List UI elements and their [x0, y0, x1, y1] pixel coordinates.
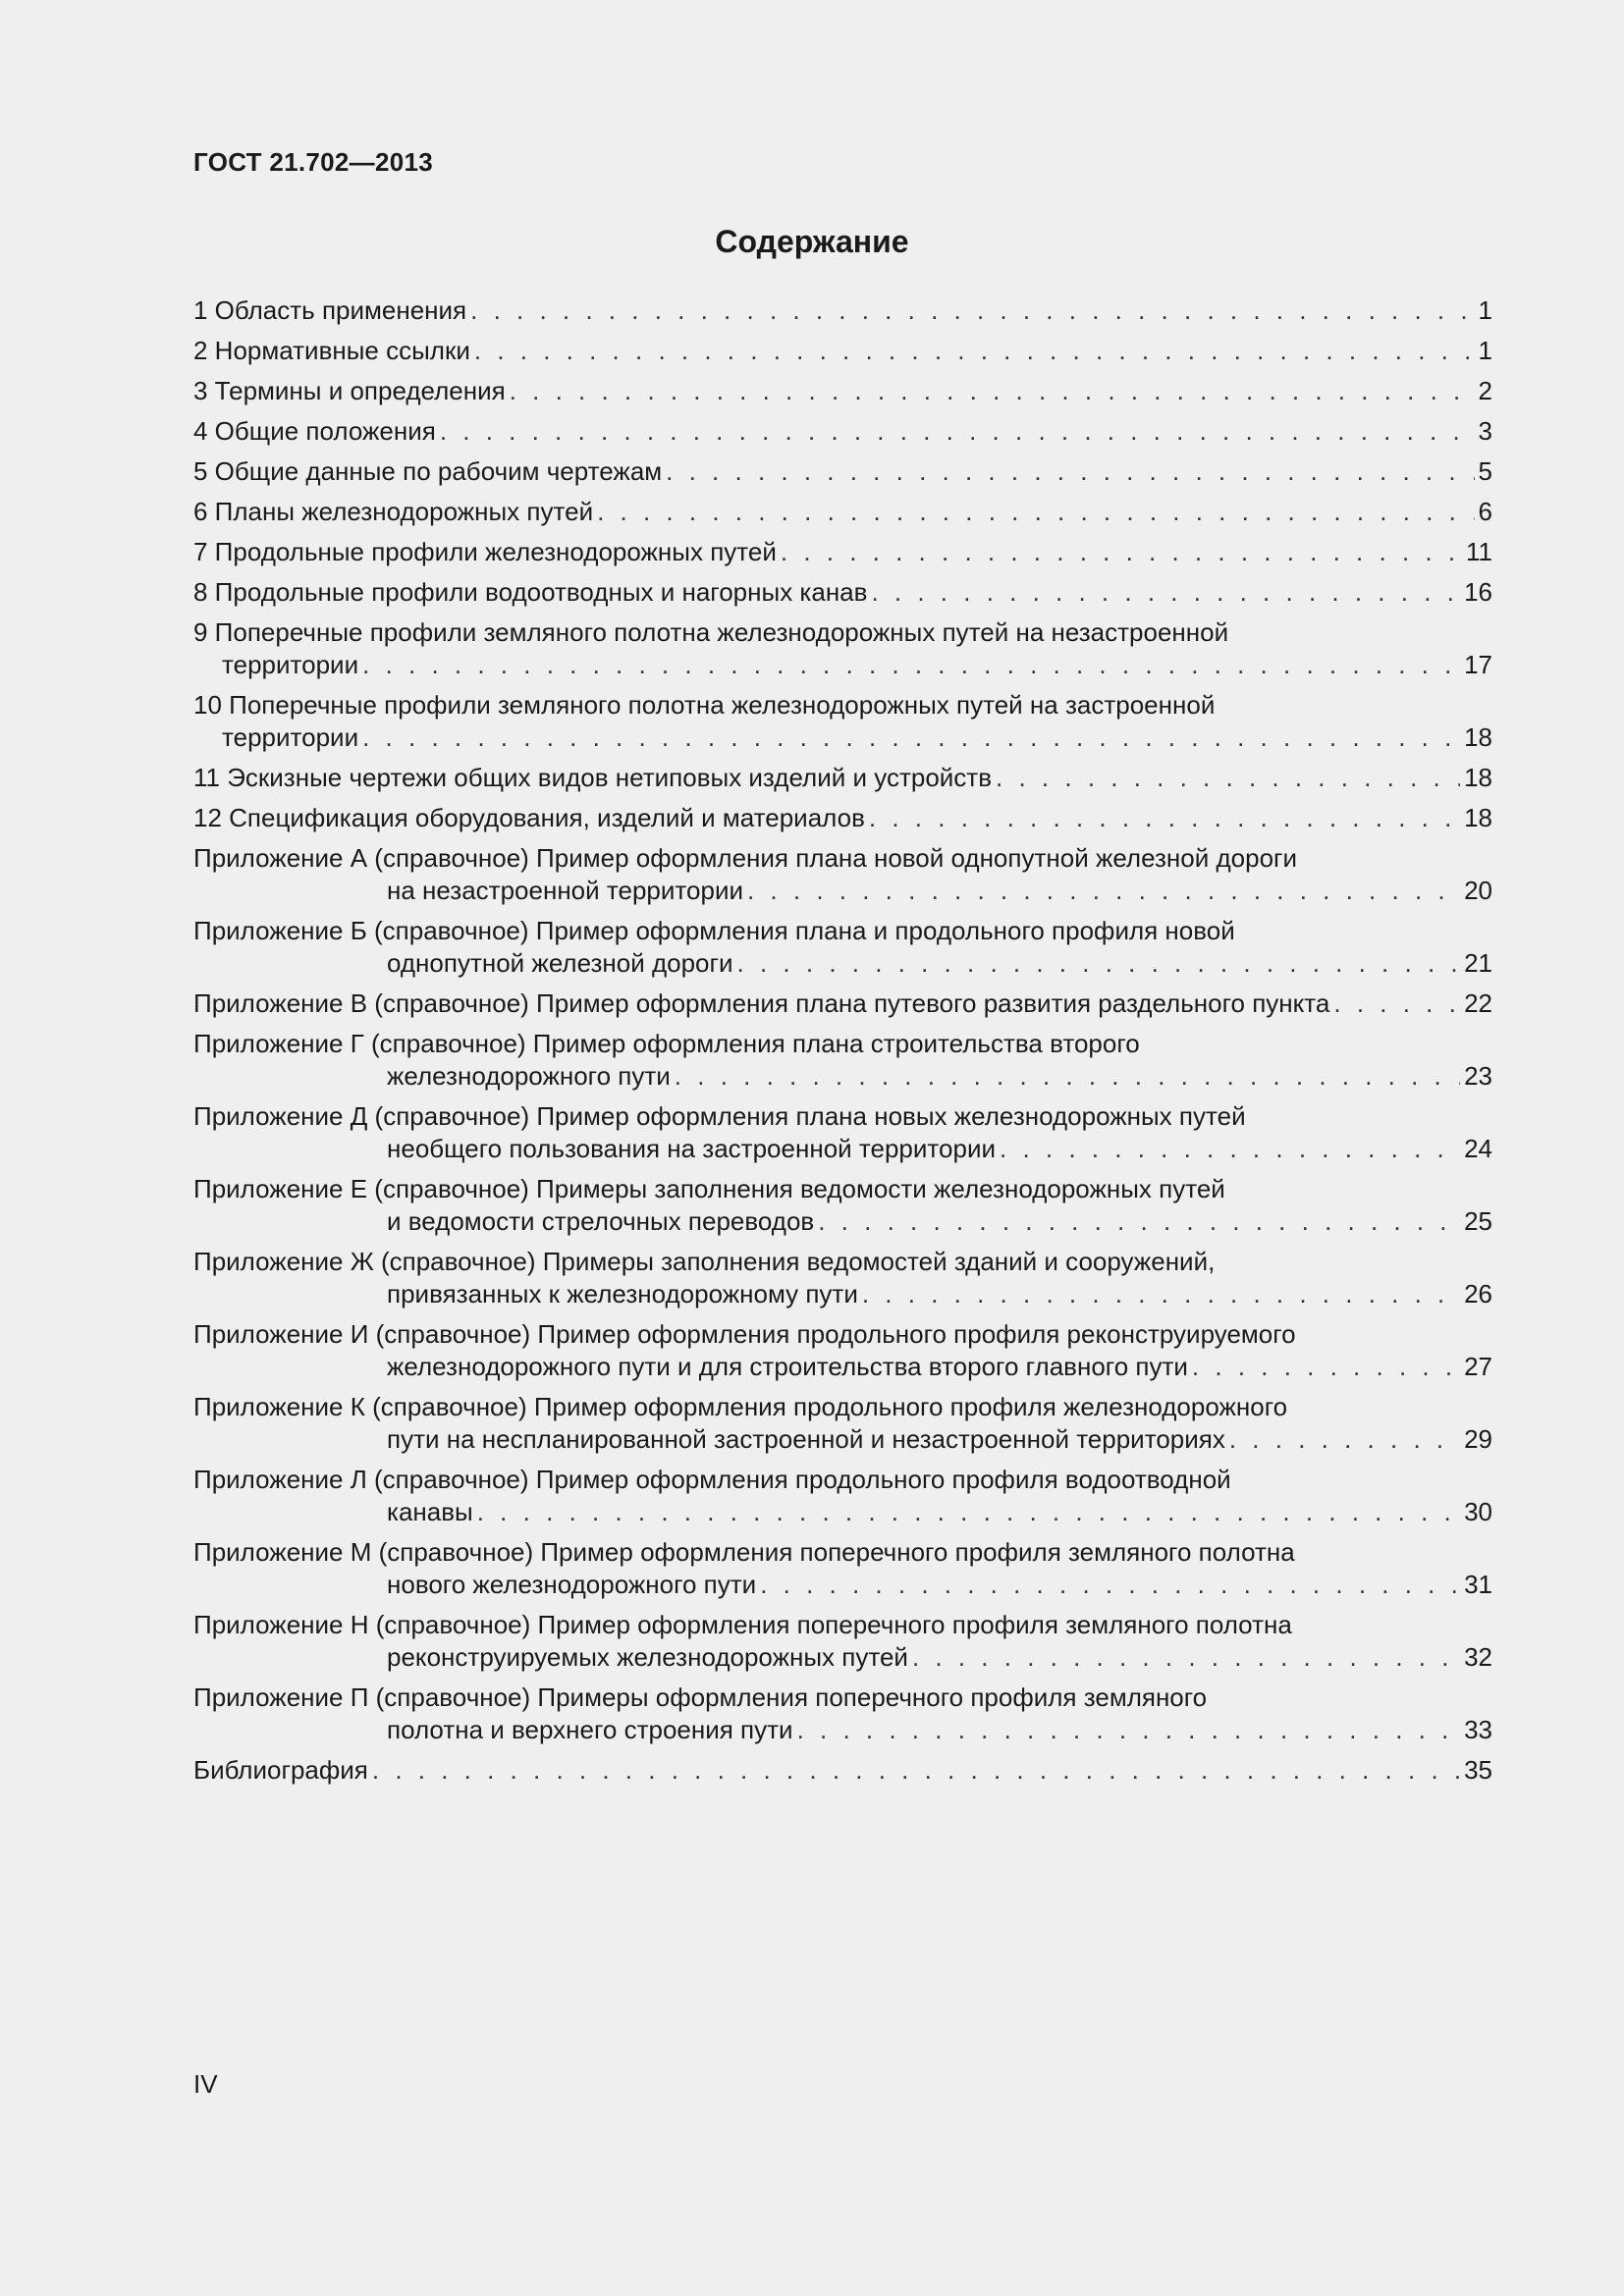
toc-page-number: 20 [1464, 876, 1492, 905]
toc-entry-text: Приложение Г (справочное) Пример оформления плана строительства второго [193, 1029, 1140, 1058]
page-title: Содержание [715, 224, 909, 259]
toc-entry-continuation: привязанных к железнодорожному пути [387, 1279, 858, 1308]
toc-page-number: 23 [1464, 1061, 1492, 1091]
toc-entry-continuation: пути на неспланированной застроенной и незастроенной территориях [387, 1424, 1225, 1454]
toc-entry-text: Приложение К (справочное) Пример оформления продольного профиля железнодорожного [193, 1392, 1288, 1421]
toc-page-number: 18 [1464, 722, 1492, 752]
toc-entry-continuation: территории [222, 650, 359, 679]
toc-page-number: 18 [1464, 803, 1492, 832]
toc-page-number: 29 [1464, 1424, 1492, 1454]
toc-page-number: 21 [1464, 948, 1492, 978]
toc-entry-4[interactable] [193, 415, 1492, 448]
toc-page-number: 2 [1478, 376, 1492, 405]
toc-entry-text: Приложение Л (справочное) Пример оформления продольного профиля водоотводной [193, 1465, 1231, 1494]
toc-appendix-zh[interactable] [193, 1246, 1492, 1310]
toc-entry-text: Приложение П (справочное) Примеры оформления поперечного профиля земляного [193, 1682, 1208, 1712]
toc-entry-12[interactable] [193, 802, 1492, 834]
toc-page-number: 3 [1478, 416, 1492, 446]
toc-page-number: 17 [1464, 650, 1492, 679]
table-of-contents [193, 294, 1492, 1794]
toc-appendix-e[interactable] [193, 1173, 1492, 1238]
toc-entry-continuation: необщего пользования на застроенной территории [387, 1134, 997, 1163]
toc-entry-continuation: на незастроенной территории [387, 876, 743, 905]
toc-entry-text: 2 Нормативные ссылки [193, 336, 470, 365]
toc-entry-continuation: железнодорожного пути и для строительства второго главного пути [387, 1352, 1188, 1381]
toc-entry-text: Приложение И (справочное) Пример оформления продольного профиля реконструируемого [193, 1319, 1296, 1349]
toc-entry-6[interactable] [193, 496, 1492, 528]
toc-bibliography[interactable] [193, 1754, 1492, 1787]
toc-appendix-m[interactable] [193, 1536, 1492, 1601]
toc-entry-10[interactable] [193, 689, 1492, 754]
toc-entry-text: 9 Поперечные профили земляного полотна железнодорожных путей на незастроенной [193, 617, 1229, 647]
toc-entry-text: 7 Продольные профили железнодорожных путей [193, 537, 777, 566]
toc-entry-continuation: территории [222, 722, 359, 752]
toc-entry-continuation: железнодорожного пути [387, 1061, 671, 1091]
toc-page-number: 35 [1464, 1755, 1492, 1785]
toc-entry-text: Приложение Б (справочное) Пример оформления плана и продольного профиля новой [193, 916, 1235, 945]
toc-page-number: 32 [1464, 1642, 1492, 1672]
toc-entry-3[interactable] [193, 375, 1492, 407]
toc-appendix-b[interactable] [193, 915, 1492, 980]
toc-entry-text: Библиография [193, 1755, 368, 1785]
toc-entry-text: Приложение Д (справочное) Пример оформления плана новых железнодорожных путей [193, 1101, 1246, 1131]
toc-entry-continuation: канавы [387, 1497, 473, 1526]
toc-entry-text: 8 Продольные профили водоотводных и нагорных канав [193, 577, 868, 607]
toc-entry-5[interactable] [193, 455, 1492, 488]
toc-page-number: 5 [1478, 456, 1492, 486]
toc-entry-11[interactable] [193, 762, 1492, 794]
toc-page-number: 1 [1478, 295, 1492, 325]
toc-page-number: 33 [1464, 1715, 1492, 1744]
toc-appendix-p[interactable] [193, 1682, 1492, 1746]
toc-appendix-l[interactable] [193, 1464, 1492, 1528]
toc-entry-1[interactable] [193, 294, 1492, 327]
toc-entry-text: Приложение А (справочное) Пример оформления плана новой однопутной железной дороги [193, 843, 1298, 873]
toc-entry-continuation: и ведомости стрелочных переводов [387, 1206, 815, 1236]
toc-appendix-v[interactable] [193, 988, 1492, 1020]
toc-appendix-i[interactable] [193, 1318, 1492, 1383]
toc-entry-7[interactable] [193, 536, 1492, 568]
toc-page-number: 24 [1464, 1134, 1492, 1163]
toc-appendix-n[interactable] [193, 1609, 1492, 1674]
toc-page-number: 31 [1464, 1570, 1492, 1599]
toc-appendix-d[interactable] [193, 1100, 1492, 1165]
toc-entry-9[interactable] [193, 616, 1492, 681]
toc-entry-text: Приложение В (справочное) Пример оформления плана путевого развития раздельного пункта [193, 988, 1330, 1018]
toc-page-number: 22 [1464, 988, 1492, 1018]
toc-page-number: 18 [1464, 763, 1492, 792]
toc-page-number: 25 [1464, 1206, 1492, 1236]
toc-entry-continuation: полотна и верхнего строения пути [387, 1715, 793, 1744]
toc-entry-text: 6 Планы железнодорожных путей [193, 497, 594, 526]
toc-page-number: 16 [1464, 577, 1492, 607]
toc-entry-text: 12 Спецификация оборудования, изделий и материалов [193, 803, 865, 832]
toc-page-number: 6 [1478, 497, 1492, 526]
toc-entry-text: 3 Термины и определения [193, 376, 506, 405]
toc-entry-text: 1 Область применения [193, 295, 467, 325]
toc-page-number: 11 [1466, 537, 1492, 566]
toc-entry-text: 10 Поперечные профили земляного полотна железнодорожных путей на застроенной [193, 690, 1216, 720]
toc-entry-text: Приложение Е (справочное) Примеры заполнения ведомости железнодорожных путей [193, 1174, 1225, 1203]
toc-entry-8[interactable] [193, 576, 1492, 609]
toc-entry-continuation: нового железнодорожного пути [387, 1570, 757, 1599]
toc-entry-continuation: реконструируемых железнодорожных путей [387, 1642, 908, 1672]
toc-entry-text: Приложение Ж (справочное) Примеры заполнения ведомостей зданий и сооружений, [193, 1247, 1216, 1276]
toc-entry-text: Приложение Н (справочное) Пример оформления поперечного профиля земляного полотна [193, 1610, 1292, 1639]
toc-page-number: 26 [1464, 1279, 1492, 1308]
toc-page-number: 30 [1464, 1497, 1492, 1526]
toc-entry-text: 11 Эскизные чертежи общих видов нетиповых изделий и устройств [193, 763, 993, 792]
toc-page-number: 1 [1478, 336, 1492, 365]
document-code: ГОСТ 21.702—2013 [193, 147, 434, 177]
toc-appendix-a[interactable] [193, 842, 1492, 907]
toc-entry-2[interactable] [193, 335, 1492, 367]
toc-entry-text: 4 Общие положения [193, 416, 436, 446]
page-number: IV [193, 2069, 218, 2099]
toc-entry-continuation: однопутной железной дороги [387, 948, 733, 978]
toc-page-number: 27 [1464, 1352, 1492, 1381]
toc-appendix-k[interactable] [193, 1391, 1492, 1456]
toc-appendix-g[interactable] [193, 1028, 1492, 1093]
toc-entry-text: 5 Общие данные по рабочим чертежам [193, 456, 663, 486]
toc-entry-text: Приложение М (справочное) Пример оформления поперечного профиля земляного полотна [193, 1537, 1295, 1567]
